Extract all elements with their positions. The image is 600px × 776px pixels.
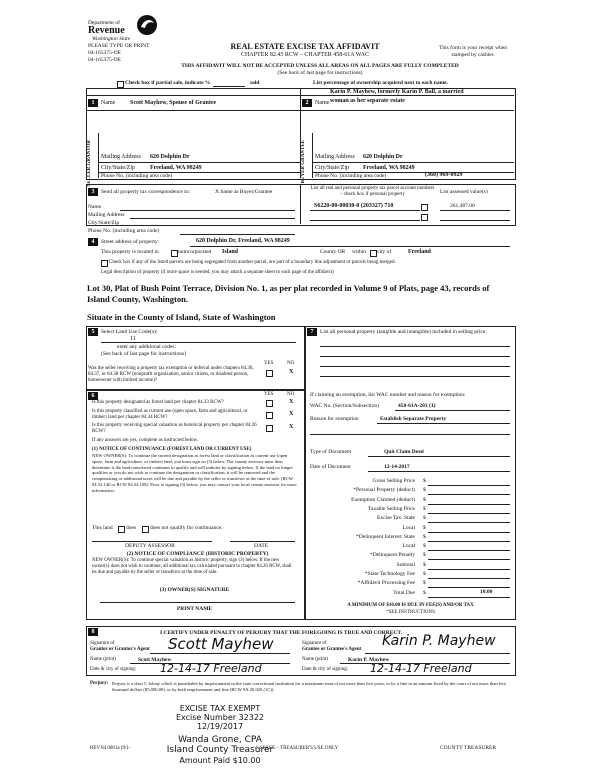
personal-property-label: List all personal property (tangible and intangible) included in selling price.: [320, 329, 487, 335]
calc-currency: $: [423, 478, 426, 484]
notice2-title: (2) NOTICE OF COMPLIANCE (HISTORIC PROPERTY): [126, 551, 269, 557]
parcel-value[interactable]: S6220-00-00030-0 (203327) 710: [314, 203, 394, 209]
partial-sale-checkbox[interactable]: [117, 81, 124, 88]
seller-side-label: SELLER GRANTOR: [87, 140, 92, 187]
personal-property-checkbox[interactable]: [421, 204, 428, 211]
grantor-date-city[interactable]: 12-14-17 Freeland: [160, 662, 262, 675]
buyer-city-label: City/State/Zip: [315, 165, 349, 171]
total-due-amount[interactable]: 10.00: [480, 589, 493, 595]
buyer-mailing-value[interactable]: 620 Dolphin Dr: [363, 154, 403, 160]
land-use-label: Select Land Use Code(s):: [101, 329, 158, 335]
grantor-name[interactable]: Scott Mayhew: [138, 657, 172, 663]
calc-label: Exemption Claimed (deduct): [351, 496, 415, 503]
exemption-claim-label: If claiming an exemption, list WAC number and reason for exemption:: [310, 392, 466, 398]
calc-field[interactable]: [428, 597, 510, 598]
same-as-buyer[interactable]: X Same as Buyer/Grantee: [215, 189, 273, 195]
section-4-number: 4: [88, 238, 98, 246]
calc-label: *Delinquent Interest: State: [356, 533, 415, 540]
calc-currency: $: [423, 487, 426, 494]
s6-q2-yes[interactable]: [266, 412, 273, 419]
deputy-assessor: DEPUTY ASSESSOR: [125, 543, 175, 549]
buyer-name-line1[interactable]: Karin P. Mayhew, formerly Karin P. Ball, a married: [330, 89, 464, 95]
s5-yes: YES: [264, 361, 274, 366]
corr-phone-label: Phone No. (including area code): [88, 228, 160, 234]
segregated-text: Check box if any of the listed parcels are being segregated from another parcel, are part of a boundary line adjustment or parcels being merged.: [109, 260, 396, 265]
city-of-label: city of: [377, 249, 392, 255]
exemption-question: Was the seller receiving a property tax exemption or deferral under chapters 84.36, 84.37, or 84.38 RCW (nonprofit organization, senior citizen, or disabled person, homeowner with limited income)?: [88, 366, 254, 383]
calc-field[interactable]: [428, 504, 510, 505]
deputy-date: DATE: [254, 543, 269, 549]
doc-type-label: Type of Document: [310, 449, 352, 455]
doc-type-value[interactable]: Quit Claim Deed: [384, 449, 424, 455]
stamp-line5: Island County Treasurer: [166, 745, 274, 755]
corr-mailing-label: Mailing Address: [88, 212, 125, 218]
grantee-name-label: Name (print): [302, 657, 328, 662]
grantee-signature[interactable]: Karin P. Mayhew: [382, 633, 496, 649]
calc-currency: $: [423, 496, 426, 503]
calc-label: *Delinquent Penalty: [369, 552, 415, 559]
footer-treasurer-space: S SPACE – TREASURER'S USE ONLY: [256, 746, 339, 751]
calc-label: Gross Selling Price: [372, 478, 415, 484]
grantor-sig-label1: Signature of: [90, 641, 115, 646]
calc-currency: $: [423, 580, 426, 587]
perjury-label: Perjury:: [90, 681, 109, 686]
unincorporated-label: unincorporated: [178, 249, 212, 255]
chapter-line: CHAPTER 82.45 RCW – CHAPTER 458-61A WAC: [241, 52, 369, 58]
calc-currency: $: [423, 552, 426, 559]
buyer-name-label: Name: [315, 100, 330, 106]
calc-field[interactable]: [428, 569, 510, 570]
section-6-number: 6: [88, 392, 98, 400]
calc-field[interactable]: [428, 485, 510, 486]
warning: THIS AFFIDAVIT WILL NOT BE ACCEPTED UNLESS ALL AREAS ON ALL PAGES ARE FULLY COMPLETED: [181, 63, 459, 69]
calc-field[interactable]: [428, 494, 510, 495]
seller-mailing-value[interactable]: 620 Dolphin Dr: [150, 154, 190, 160]
grantee-sig-label2: Grantee or Grantee's Agent: [302, 647, 362, 652]
unincorporated-checkbox[interactable]: [171, 250, 178, 257]
seller-name-label: Name: [101, 100, 116, 106]
buyer-city-value[interactable]: Freeland, WA 98249: [363, 165, 415, 171]
section-5-number: 5: [88, 328, 98, 336]
grantee-date-city[interactable]: 12-14-17 Freeland: [370, 662, 472, 675]
county-or: County OR: [320, 249, 346, 255]
land-use-value[interactable]: 11: [130, 336, 136, 342]
section-2-number: 2: [302, 99, 312, 107]
calc-field[interactable]: [428, 578, 510, 579]
section-1-number: 1: [88, 99, 98, 107]
reason-label: Reason for exemption: [310, 416, 359, 422]
calc-label: Total Due: [393, 589, 415, 596]
receipt-note: This form is your receipt when stamped by cashier.: [439, 45, 507, 58]
legal-line1: Lot 30, Plat of Bush Point Terrace, Division No. 1, as per plat recorded in Volume 9 of Plats, page 43, records of: [87, 283, 490, 293]
stamp-line1: EXCISE TAX EXEMPT: [179, 704, 261, 713]
additional-codes-label: enter any additional codes:: [117, 344, 177, 350]
city-checkbox[interactable]: [370, 250, 377, 257]
list-pct-label: List percentage of ownership acquired next to each name.: [313, 80, 448, 86]
does-checkbox[interactable]: [118, 526, 125, 533]
situate-line: Situate in the County of Island, State of Washington: [87, 312, 276, 322]
calc-field[interactable]: [428, 550, 510, 551]
s6-q3: Is this property receiving special valuation as historical property per chapter 84.26 RCW?: [92, 423, 257, 434]
assessed-value[interactable]: 261,487.00: [450, 203, 475, 209]
calc-label: *Personal Property (deduct): [353, 487, 415, 494]
grantor-sig-label2: Grantor or Grantor's Agent: [90, 647, 150, 652]
grantor-signature[interactable]: Scott Mayhew: [168, 635, 274, 653]
s6-if-yes: If any answers are yes, complete as instructed below.: [92, 438, 199, 443]
does-label: does: [126, 525, 137, 531]
s5-answer[interactable]: X: [289, 369, 294, 375]
seller-phone-label: Phone No. (including area code): [101, 173, 173, 179]
s6-a1[interactable]: X: [289, 399, 294, 405]
seller-mailing-label: Mailing Address: [101, 154, 141, 160]
seller-city-label: City/State/Zip: [101, 165, 135, 171]
s6-q2: Is this property classified as current use (open space, farm and agricultural, or timber) land per chapter 84.34 RCW?: [92, 409, 248, 420]
wac-label: WAC No. (Section/Subsection): [310, 403, 379, 409]
s6-q1-yes[interactable]: [266, 400, 273, 407]
calc-field[interactable]: [428, 522, 510, 523]
calc-label: Taxable Selling Price: [368, 505, 415, 512]
land-use-see-back: (See back of last page for instructions): [101, 351, 186, 357]
grantor-name-label: Name (print): [90, 657, 116, 662]
partial-sale-label: Check box if partial sale, indicate %: [125, 80, 211, 86]
corr-city-label: City/State/Zip: [88, 220, 120, 226]
buyer-side-label: BUYER GRANTEE: [301, 140, 306, 184]
form-id-2: 04-165375-OE: [88, 57, 121, 63]
stamp-line6: Amount Paid $10.00: [179, 756, 261, 765]
calc-field[interactable]: [428, 541, 510, 542]
certify-text: I CERTIFY UNDER PENALTY OF PERJURY THAT THE FOREGOING IS TRUE AND CORRECT.: [160, 630, 403, 636]
wac-value[interactable]: 458-61A-203 (1): [398, 403, 436, 409]
section-8-number: 8: [88, 628, 98, 636]
stamp-line2: Excise Number 32322: [175, 713, 265, 722]
reason-value[interactable]: Establish Separate Property: [380, 416, 447, 422]
see-back: (See back of last page for instructions): [277, 70, 363, 76]
does-not-checkbox[interactable]: [142, 526, 149, 533]
calc-currency: $: [423, 533, 426, 540]
street-value[interactable]: 620 Dolphin Dr, Freeland, WA 98249: [196, 238, 290, 244]
calc-label: Excise Tax: State: [376, 515, 415, 522]
s6-yes: YES: [264, 392, 274, 397]
corr-name-label: Name: [88, 204, 102, 210]
send-label: Send all property tax correspondence to:: [101, 189, 191, 195]
seller-name-value[interactable]: Scott Mayhew, Spouse of Grantee: [130, 100, 217, 106]
calc-currency: $: [423, 589, 426, 596]
county-value[interactable]: Island: [222, 249, 239, 255]
located-text: This property is located in: [101, 249, 159, 255]
city-value[interactable]: Freeland: [408, 249, 431, 255]
doc-date-value[interactable]: 12-14-2017: [384, 464, 410, 470]
calc-field[interactable]: [428, 532, 510, 533]
this-land-label: This land: [92, 525, 113, 531]
page-title: REAL ESTATE EXCISE TAX AFFIDAVIT: [230, 42, 380, 51]
grantee-sig-label1: Signature of: [302, 641, 327, 646]
calc-currency: $: [423, 524, 426, 531]
grantee-name[interactable]: Karin P. Mayhew: [348, 657, 390, 663]
buyer-phone-value[interactable]: (360) 969-0929: [425, 172, 463, 178]
stamp-line4: Wanda Grone, CPA: [178, 735, 262, 745]
legal-label: Legal description of property (if more space is needed, you may attach a separate sheet to each page of the affidavit): [101, 270, 334, 275]
print-name: PRINT NAME: [176, 606, 213, 612]
calc-label: *Affidavit Processing Fee: [357, 580, 415, 587]
notice1-title: (1) NOTICE OF CONTINUANCE (FOREST LAND OR CURRENT USE): [92, 447, 252, 452]
section-3-number: 3: [88, 188, 98, 196]
calc-currency: $: [423, 543, 426, 550]
calc-field[interactable]: [428, 513, 510, 514]
legal-line2: Island County, Washington.: [87, 294, 188, 304]
notice2-body: NEW OWNER(S): To continue special valuation as historic property, sign (3) below. If the new owner(s) does not wish to continue, all additional tax calculated pursuant to chapter 84.26 RCW, shall be due and payable by the seller or transferor at the time of sale.: [92, 558, 292, 575]
assessed-header: List assessed value(s): [440, 189, 488, 195]
dor-swirl-icon: [136, 14, 158, 36]
buyer-phone-label: Phone No. (including area code): [315, 173, 387, 179]
footer-county-treasurer: COUNTY TREASURER: [440, 745, 497, 751]
calc-currency: $: [423, 571, 426, 577]
dept-line1: Department of: [88, 20, 120, 26]
section-7-number: 7: [307, 328, 317, 336]
perjury-text: Perjury is a class C felony which is punishable by imprisonment in the state correctional institution for a maximum term of not more than five years, or by a fine in an amount fixed by the court of not more than five thousand dollars ($5,000.00), or by both imprisonment and fine (RCW 9A.20.020 (1C)).: [112, 681, 506, 692]
calc-currency: $: [423, 515, 426, 522]
calc-field[interactable]: [428, 559, 510, 560]
segregated-checkbox[interactable]: [101, 260, 108, 267]
calc-label: Local: [402, 543, 415, 550]
buyer-name-line2[interactable]: woman as her separate estate: [330, 98, 405, 104]
s6-a3[interactable]: X: [289, 424, 294, 430]
buyer-mailing-label: Mailing Address: [315, 154, 355, 160]
s6-q1: Is this property designated as forest land per chapter 84.33 RCW?: [92, 400, 224, 405]
dept-state: Washington State: [92, 36, 131, 42]
type-print: PLEASE TYPE OR PRINT: [88, 43, 150, 49]
stamp-line3: 12/19/2017: [196, 722, 244, 731]
calc-label: Subtotal: [396, 561, 415, 568]
footer-rev: REV 84 0001a (9/1-: [90, 746, 131, 751]
street-label: Street address of property:: [101, 239, 160, 245]
calc-currency: $: [423, 505, 426, 512]
personal-property-checkbox-2[interactable]: [421, 214, 428, 221]
does-not-label: does not qualify for continuance.: [150, 525, 223, 531]
notice1-body: NEW OWNER(S): To continue the current designation as forest land or classification as current use (open space, farm and agriculture, or timber) land, you must sign on (3) below. The county assessor must then determine if the land transferred continues to qualify and will indicate by signing below. If the land no longer qualifies or you do not wish to continue the designation or classification, it will be removed and the compensating or additional taxes will be due and payable by the seller or transferor at the time of sale. (RCW 84.33.140 or RCW 84.34.108). Prior to signing (3) below, you may contact your local county assessor for more information.: [92, 453, 297, 493]
sold-label: sold: [250, 80, 260, 86]
minimum-notice: A MINIMUM OF $10.00 IS DUE IN FEE(S) AND/OR TAX: [347, 603, 474, 608]
calc-currency: $: [423, 561, 426, 568]
grantee-date-label: Date & city of signing:: [302, 667, 349, 672]
owner-signature: (3) OWNER(S) SIGNATURE: [159, 587, 230, 593]
within-label: within: [352, 249, 367, 255]
s5-yes-checkbox[interactable]: [266, 370, 273, 377]
form-id-1: 04-165375-OE: [88, 50, 121, 56]
grantor-date-label: Date & city of signing:: [90, 667, 137, 672]
seller-city-value[interactable]: Freeland, WA 98249: [150, 165, 202, 171]
s6-a2[interactable]: X: [289, 411, 294, 417]
parcel-header: List all real and personal property tax parcel account numbers – check box if personal property: [310, 186, 435, 197]
s6-q3-yes[interactable]: [266, 425, 273, 432]
dept-name: Revenue: [88, 25, 125, 36]
calc-field[interactable]: [428, 587, 510, 588]
s5-no: NO: [287, 361, 295, 366]
calc-label: Local: [402, 524, 415, 531]
s6-no: NO: [287, 392, 295, 397]
calc-label: *State Technology Fee: [364, 571, 415, 577]
see-instructions: *SEE INSTRUCTIONS: [386, 610, 435, 615]
doc-date-label: Date of Document: [310, 464, 351, 470]
